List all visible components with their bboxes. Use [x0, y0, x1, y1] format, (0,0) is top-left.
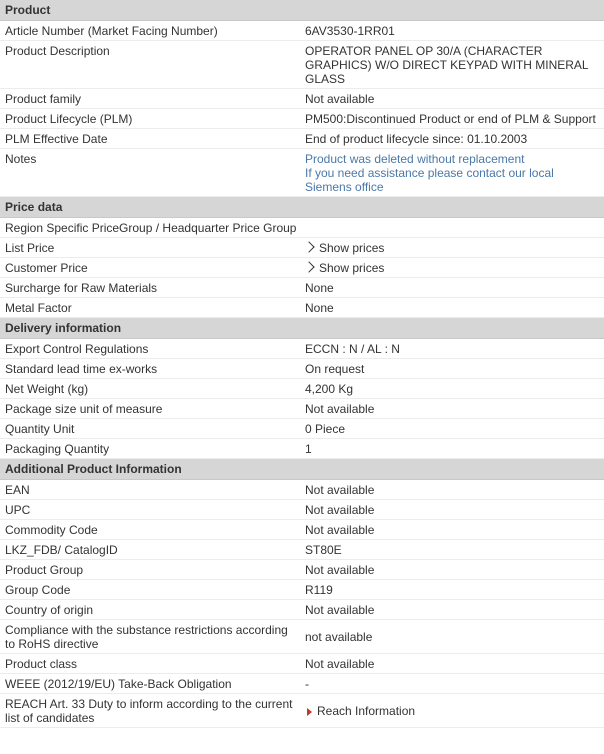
row-value: PM500:Discontinued Product or end of PLM & Support — [300, 109, 604, 129]
row-value: None — [300, 278, 604, 298]
row-value: R119 — [300, 580, 604, 600]
row-label: EAN — [0, 480, 300, 500]
section-header-product — [0, 0, 604, 21]
reach-information-link[interactable] — [300, 694, 604, 728]
row-label: List Price — [0, 238, 300, 258]
row-value: not available — [300, 620, 604, 654]
table-row — [0, 694, 604, 728]
row-label: REACH Art. 33 Duty to inform according to the current list of candidates — [0, 694, 300, 728]
row-value: Not available — [300, 399, 604, 419]
table-row — [0, 540, 604, 560]
row-label: Export Control Regulations — [0, 339, 300, 359]
table-row — [0, 419, 604, 439]
section-header-delivery — [0, 318, 604, 339]
table-row — [0, 258, 604, 278]
row-value: ECCN : N / AL : N — [300, 339, 604, 359]
table-row — [0, 298, 604, 318]
row-value: 0 Piece — [300, 419, 604, 439]
row-label: Country of origin — [0, 600, 300, 620]
row-label: Product family — [0, 89, 300, 109]
table-row — [0, 359, 604, 379]
table-row — [0, 439, 604, 459]
table-row — [0, 560, 604, 580]
table-row — [0, 89, 604, 109]
triangle-right-icon — [307, 708, 312, 716]
row-label: Metal Factor — [0, 298, 300, 318]
row-value: - — [300, 674, 604, 694]
table-row — [0, 129, 604, 149]
row-value: End of product lifecycle since: 01.10.2003 — [300, 129, 604, 149]
row-label: Product Group — [0, 560, 300, 580]
row-value: On request — [300, 359, 604, 379]
section-header-additional — [0, 459, 604, 480]
row-label: Net Weight (kg) — [0, 379, 300, 399]
table-row — [0, 21, 604, 41]
row-value: Not available — [300, 500, 604, 520]
row-label: Package size unit of measure — [0, 399, 300, 419]
table-row — [0, 520, 604, 540]
table-row — [0, 218, 604, 238]
row-label: LKZ_FDB/ CatalogID — [0, 540, 300, 560]
customer-price-show-prices-link[interactable] — [300, 258, 604, 278]
row-value: ST80E — [300, 540, 604, 560]
notes-deleted-text: Product was deleted without replacement — [305, 152, 525, 166]
row-label: Standard lead time ex-works — [0, 359, 300, 379]
row-value: None — [300, 298, 604, 318]
section-header-price — [0, 197, 604, 218]
row-value: 4,200 Kg — [300, 379, 604, 399]
row-value: Not available — [300, 654, 604, 674]
table-row — [0, 600, 604, 620]
section-title: Additional Product Information — [0, 459, 604, 480]
reach-information-label[interactable]: Reach Information — [317, 704, 416, 718]
table-row — [0, 620, 604, 654]
row-label: Notes — [0, 149, 300, 197]
row-label: PLM Effective Date — [0, 129, 300, 149]
table-row — [0, 674, 604, 694]
chevron-right-icon — [303, 241, 314, 252]
row-value: Not available — [300, 480, 604, 500]
table-row — [0, 278, 604, 298]
table-row — [0, 480, 604, 500]
show-prices-label[interactable]: Show prices — [319, 261, 385, 275]
row-value: 6AV3530-1RR01 — [300, 21, 604, 41]
row-value: Not available — [300, 600, 604, 620]
row-label: Commodity Code — [0, 520, 300, 540]
row-label: Packaging Quantity — [0, 439, 300, 459]
table-row — [0, 339, 604, 359]
row-label: Region Specific PriceGroup / Headquarter Price Group — [0, 218, 604, 238]
list-price-show-prices-link[interactable] — [300, 238, 604, 258]
section-title: Price data — [0, 197, 604, 218]
table-row — [0, 399, 604, 419]
table-row — [0, 654, 604, 674]
table-row — [0, 238, 604, 258]
row-value: 1 — [300, 439, 604, 459]
row-label: Article Number (Market Facing Number) — [0, 21, 300, 41]
row-label: Customer Price — [0, 258, 300, 278]
row-label: Surcharge for Raw Materials — [0, 278, 300, 298]
section-title: Product — [0, 0, 604, 21]
row-value: OPERATOR PANEL OP 30/A (CHARACTER GRAPHICS) W/O DIRECT KEYPAD WITH MINERAL GLASS — [300, 41, 604, 89]
row-label: Product class — [0, 654, 300, 674]
row-label: UPC — [0, 500, 300, 520]
table-row — [0, 41, 604, 89]
table-row — [0, 149, 604, 197]
table-row — [0, 580, 604, 600]
row-value: Not available — [300, 89, 604, 109]
table-row — [0, 109, 604, 129]
row-label: Group Code — [0, 580, 300, 600]
row-value: Not available — [300, 520, 604, 540]
row-value: Not available — [300, 560, 604, 580]
contact-siemens-link[interactable]: If you need assistance please contact our local Siemens office — [305, 166, 554, 194]
row-label: Compliance with the substance restrictions according to RoHS directive — [0, 620, 300, 654]
section-title: Delivery information — [0, 318, 604, 339]
table-row — [0, 379, 604, 399]
row-value — [300, 149, 604, 197]
row-label: Product Description — [0, 41, 300, 89]
row-label: Product Lifecycle (PLM) — [0, 109, 300, 129]
table-row — [0, 500, 604, 520]
chevron-right-icon — [303, 261, 314, 272]
row-label: Quantity Unit — [0, 419, 300, 439]
row-label: WEEE (2012/19/EU) Take-Back Obligation — [0, 674, 300, 694]
show-prices-label[interactable]: Show prices — [319, 241, 385, 255]
